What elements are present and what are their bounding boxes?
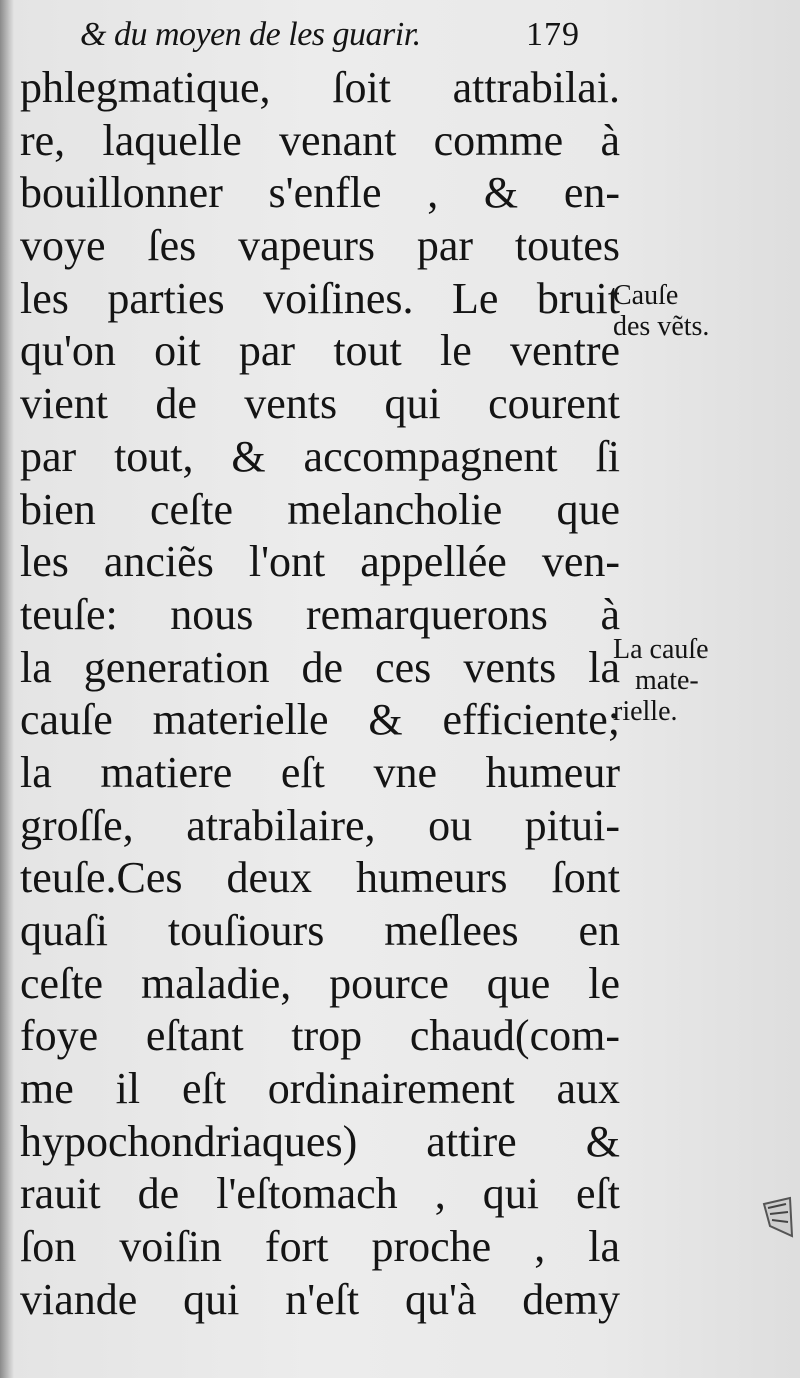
- marginal-note-line: mate-: [635, 665, 699, 696]
- marginal-note-cause-winds: [613, 280, 709, 342]
- text-line: phlegmatique, ſoit attrabilai.: [20, 63, 620, 112]
- text-line: teuſe: nous remarquerons à: [20, 589, 620, 639]
- text-line: viande qui n'eſt qu'à demy: [20, 1274, 620, 1324]
- text-line: la generation de ces vents la: [20, 642, 620, 692]
- text-line: rauit de l'eſtomach , qui eſt: [20, 1169, 620, 1219]
- text-line: quaſi touſiours meſlees en: [20, 906, 620, 955]
- text-line: me il eſt ordinairement aux: [20, 1064, 620, 1114]
- text-line: les anciẽs l'ont appellée ven-: [20, 537, 620, 587]
- text-line: par tout, & accompagnent ſi: [20, 431, 620, 481]
- marginal-note-material-cause: [613, 634, 709, 727]
- text-line: re, laquelle venant comme à: [20, 115, 620, 165]
- text-line: la matiere eſt vne humeur: [20, 747, 620, 797]
- text-line: foye eſtant trop chaud(com-: [20, 1011, 620, 1061]
- text-line: les parties voiſines. Le bruit: [20, 273, 620, 323]
- running-title: & du moyen de les guarir.: [80, 16, 421, 53]
- text-line: qu'on oit par tout le ventre: [20, 326, 620, 376]
- running-header: [80, 14, 620, 58]
- text-line: hypochondriaques) attire &: [20, 1116, 620, 1166]
- text-line: ſon voiſin fort proche , la: [20, 1222, 620, 1272]
- text-line: bouillonner s'enfle , & en-: [20, 168, 620, 218]
- marginal-note-line: des vẽts.: [613, 311, 710, 342]
- text-line: teuſe.Ces deux humeurs ſont: [20, 853, 620, 903]
- page-number: 179: [526, 16, 580, 53]
- body-text: [20, 62, 620, 1327]
- text-line: groſſe, atrabilaire, ou pitui-: [20, 800, 620, 850]
- marginal-note-line: Cauſe: [613, 280, 679, 311]
- page-gutter-shadow: [0, 0, 14, 1378]
- text-line: ceſte maladie, pource que le: [20, 958, 620, 1008]
- page-damage-mark: [760, 1196, 794, 1240]
- text-line: cauſe materielle & efficiente;: [20, 695, 620, 745]
- text-line: vient de vents qui courent: [20, 379, 620, 429]
- marginal-note-line: rielle.: [613, 696, 678, 727]
- text-line: bien ceſte melancholie que: [20, 484, 620, 534]
- marginal-note-line: La cauſe: [613, 634, 709, 665]
- text-line: voye ſes vapeurs par toutes: [20, 221, 620, 271]
